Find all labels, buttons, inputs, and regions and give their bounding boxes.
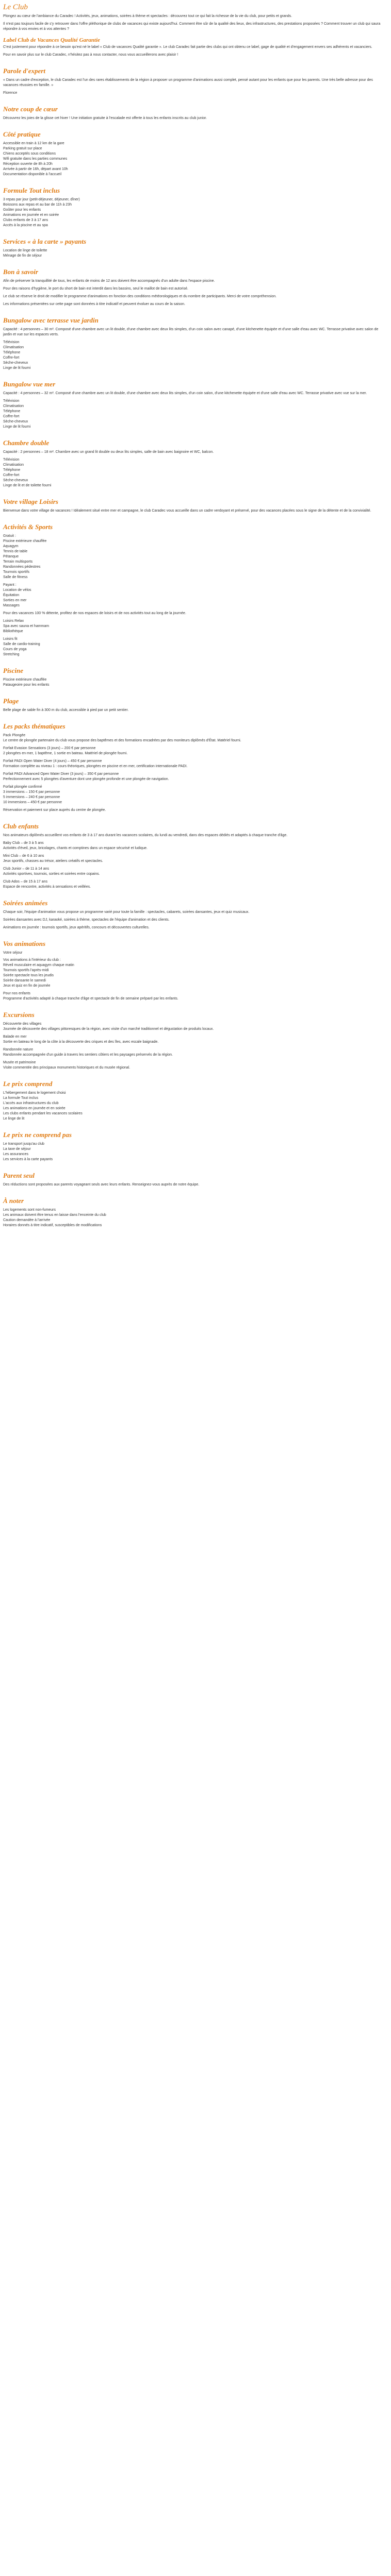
list-item: Tennis de table — [3, 550, 28, 553]
section-title-bungalow-mer: Bungalow vue mer — [3, 380, 56, 388]
excursion-text: Journée de découverte des villages pittoresques de la région, avec visite d'un marché traditionnel et dégustation de produits locaux. — [3, 1027, 214, 1031]
list-item: Ménage de fin de séjour — [3, 254, 42, 258]
section-title-parent-seul: Parent seul — [3, 1172, 35, 1179]
section-title-activites: Activités & Sports — [3, 523, 53, 531]
list-item: Le linge de lit — [3, 1117, 25, 1121]
list-item: Télévision — [3, 341, 20, 344]
list-item: Les animaux doivent être tenus en laisse dans l'enceinte du club — [3, 1213, 106, 1217]
bungalow-mer-text: Capacité : 4 personnes – 32 m². Composé d'une chambre avec un lit double, d'une chambre avec deux lits simples, d'un coin salon, d'une kitchenette équipée et d'une salle d'eau avec WC. Terrasse privative avec vue sur la mer. — [3, 392, 367, 395]
list-item: Caution demandée à l'arrivée — [3, 1218, 51, 1222]
list-item: Cours de yoga — [3, 648, 27, 651]
list-item: Horaires donnés à titre indicatif, susceptibles de modifications — [3, 1224, 102, 1227]
excursion-title: Balade en mer — [3, 1035, 27, 1039]
list-item: Clubs enfants de 3 à 17 ans — [3, 218, 48, 222]
list-item: Télévision — [3, 458, 20, 462]
list-item: Les logements sont non-fumeurs — [3, 1208, 56, 1212]
pass-text: 2 plongées en mer, 1 baptême, 1 sortie en bateau. Matériel de plongée fourni. — [3, 752, 128, 755]
loisirs-relax-label: Loisirs Relax — [3, 619, 24, 623]
payant-label: Payant : — [3, 583, 17, 587]
list-item: Location de linge de toilette — [3, 249, 47, 252]
section-title-excursions: Excursions — [3, 1011, 35, 1019]
gratuit-label: Gratuit : — [3, 534, 16, 538]
list-item: Salle de fitness — [3, 575, 28, 579]
tout-inclus-list — [3, 197, 388, 228]
animations-list — [3, 963, 388, 989]
parent-seul-text: Des réductions sont proposées aux parents voyageant seuls avec leurs enfants. Renseignez-vous auprès de notre équipe. — [3, 1183, 200, 1187]
loisirs-fit-list — [3, 642, 388, 657]
excursion-text: Sortie en bateau le long de la côte à la découverte des criques et des îles, avec escale baignade. — [3, 1040, 159, 1044]
list-item: Soirée spectacle tous les jeudis — [3, 974, 54, 977]
cote-pratique-list — [3, 141, 388, 177]
excursion-text: Visite commentée des principaux monuments historiques et du musée régional. — [3, 1066, 131, 1070]
list-item: Tournois sportifs l'après-midi — [3, 969, 49, 972]
bon-a-savoir-text: Le club se réserve le droit de modifier le programme d'animations en fonction des conditions météorologiques et du nombre de participants. Merci de votre compréhension. — [3, 295, 277, 298]
soirees-text: Chaque soir, l'équipe d'animation vous propose un programme varié pour toute la famille : spectacles, cabarets, soirées dansantes, jeux et quiz musicaux. — [3, 910, 250, 914]
ados-club-label: Club Ados – de 15 à 17 ans — [3, 880, 48, 884]
animations-q2-text: Programme d'activités adapté à chaque tranche d'âge et spectacle de fin de semaine préparé par les enfants. — [3, 997, 178, 1001]
list-item: Équitation — [3, 594, 20, 597]
section-title-piscine: Piscine — [3, 667, 23, 674]
chambre-double-text: Capacité : 2 personnes – 18 m². Chambre avec un grand lit double ou deux lits simples, salle de bain avec baignoire et WC, balcon. — [3, 450, 214, 454]
intro-paragraph: Il n'est pas toujours facile de s'y retrouver dans l'offre pléthorique de clubs de vacances qui existe aujourd'hui. Comment être sûr de la qualité des lieux, des infrastructures, des prestations proposées ? Comment trouver un club qui saura répondre à vos envies et à vos attentes ? — [3, 22, 381, 31]
intro-lead: Plongez au cœur de l'ambiance du Caradec ! Activités, jeux, animations, soirées à thème et spectacles : découvrez tout ce qui fait la richesse de la vie du club, pour petits et grands. — [3, 14, 292, 18]
excursion-title: Découverte des villages — [3, 1022, 42, 1026]
section-title-services: Services « à la carte » payants — [3, 238, 87, 245]
list-item: Coffre-fort — [3, 473, 20, 477]
list-item: L'hébergement dans le logement choisi — [3, 1091, 66, 1095]
list-item: 3 repas par jour (petit-déjeuner, déjeuner, dîner) — [3, 198, 80, 201]
list-item: Massages — [3, 604, 20, 607]
list-item: Climatisation — [3, 404, 24, 408]
list-item: 5 immersions – 240 € par personne — [3, 795, 60, 799]
excursion-title: Musée et patrimoine — [3, 1061, 36, 1064]
list-item: Les animations en journée et en soirée — [3, 1107, 66, 1110]
section-title-club-enfants: Club enfants — [3, 822, 39, 830]
section-title-chambre-double: Chambre double — [3, 439, 50, 447]
excursion-title: Randonnée nature — [3, 1048, 33, 1052]
section-title-plage: Plage — [3, 697, 19, 705]
list-item: Réception ouverte de 8h à 20h — [3, 162, 53, 166]
baby-club-text: Activités d'éveil, jeux, bricolages, chants et comptines dans un espace sécurisé et ludique. — [3, 846, 148, 850]
pack-text: Le centre de plongée partenaire du club vous propose des baptêmes et des formations encadrées par des moniteurs diplômés d'État. Matériel fourni. — [3, 739, 241, 742]
list-item: La taxe de séjour — [3, 1147, 31, 1151]
list-item: Linge de lit fourni — [3, 425, 31, 429]
gratuit-list — [3, 539, 388, 580]
junior-club-label: Club Junior – de 11 à 14 ans — [3, 867, 49, 871]
pass-title: Forfait PADI Advanced Open Water Diver (3 jours) – 350 € par personne — [3, 772, 119, 776]
list-item: 10 immersions – 450 € par personne — [3, 801, 62, 804]
list-item: Arrivée à partir de 16h, départ avant 10h — [3, 167, 68, 171]
loisirs-intro: Pour des vacances 100 % détente, profitez de nos espaces de loisirs et de nos activités tout au long de la journée. — [3, 612, 186, 615]
list-item: Soirée dansante le samedi — [3, 979, 46, 982]
list-item: Téléphone — [3, 351, 21, 354]
list-item: Parking gratuit sur place — [3, 147, 42, 150]
list-item: Sèche-cheveux — [3, 361, 28, 365]
list-item: Aquagym — [3, 545, 19, 548]
intro-paragraph: C'est justement pour répondre à ce besoin qu'est né le label « Club de vacances Qualité garantie ». Le club Caradec fait partie des clubs qui ont obtenu ce label, gage de qualité et d'engagement envers ses adhérents et vacanciers. — [3, 45, 372, 49]
pack2-note: Réservation et paiement sur place auprès du centre de plongée. — [3, 808, 106, 812]
a-noter-list — [3, 1208, 388, 1228]
section-title-coup-de-coeur: Notre coup de cœur — [3, 105, 58, 113]
bon-a-savoir-text: Afin de préserver la tranquillité de tous, les enfants de moins de 12 ans doivent être accompagnés d'un adulte dans l'espace piscine. — [3, 279, 215, 283]
pack2-list — [3, 790, 388, 805]
coup-de-coeur-text: Découvrez les joies de la glisse cet hiver ! Une initiation gratuite à l'escalade est offerte à tous les enfants inscrits au club junior. — [3, 116, 207, 120]
list-item: Sèche-cheveux — [3, 479, 28, 482]
chambre-double-list — [3, 457, 388, 488]
expert-author: Florence — [3, 91, 18, 95]
soirees-text: Soirées dansantes avec DJ, karaoké, soirées à thème, spectacles de l'équipe d'animation et des clients. — [3, 918, 170, 922]
list-item: Sorties en mer — [3, 599, 27, 602]
section-title-tout-inclus: Formule Tout inclus — [3, 187, 60, 194]
intro-paragraph: Pour en savoir plus sur le club Caradec, n'hésitez pas à nous contacter, nous vous accueillerons avec plaisir ! — [3, 53, 178, 57]
prix-comprend-list — [3, 1091, 388, 1122]
list-item: Téléphone — [3, 410, 21, 413]
list-item: Goûter pour les enfants — [3, 208, 41, 212]
list-item: Les clubs enfants pendant les vacances scolaires — [3, 1112, 83, 1115]
section-title-cote-pratique: Côté pratique — [3, 130, 41, 138]
loisirs-relax-list — [3, 624, 388, 634]
section-title-bungalow-jardin: Bungalow avec terrasse vue jardin — [3, 316, 99, 324]
page-title: Le Club — [3, 3, 28, 11]
section-title-prix-ne-comprend: Le prix ne comprend pas — [3, 1131, 72, 1139]
list-item: Coffre-fort — [3, 415, 20, 418]
bon-a-savoir-text: Pour des raisons d'hygiène, le port du short de bain est interdit dans les bassins, seul le maillot de bain est autorisé. — [3, 287, 188, 291]
list-item: Terrain multisports — [3, 560, 33, 564]
list-item: Accessible en train à 12 km de la gare — [3, 142, 64, 145]
excursion-text: Randonnée accompagnée d'un guide à travers les sentiers côtiers et les paysages préservés de la région. — [3, 1053, 173, 1057]
ados-club-text: Espace de rencontre, activités à sensations et veillées. — [3, 885, 91, 889]
pass-title: Forfait Evasion Sensations (3 jours) – 200 € par personne — [3, 747, 96, 750]
section-title-prix-comprend: Le prix comprend — [3, 1080, 53, 1088]
list-item: L'accès aux infrastructures du club — [3, 1101, 59, 1105]
payant-list — [3, 588, 388, 608]
section-title-vos-animations: Vos animations — [3, 940, 46, 947]
baby-club-label: Baby Club – de 3 à 5 ans — [3, 841, 44, 845]
plage-text: Belle plage de sable fin à 300 m du club, accessible à pied par un petit sentier. — [3, 708, 129, 712]
list-item: Boissons aux repas et au bar de 11h à 23h — [3, 203, 72, 207]
list-item: La formule Tout inclus — [3, 1096, 38, 1100]
pass-text: Perfectionnement avec 5 plongées d'aventure dont une plongée profonde et une plongée de navigation. — [3, 777, 169, 781]
pack2-title: Forfait plongée confirmé — [3, 785, 42, 789]
pack-title: Pack Plongée — [3, 734, 26, 737]
list-item: Climatisation — [3, 346, 24, 349]
animations-q1-label: Vos animations à l'intérieur du club : — [3, 958, 61, 962]
list-item: Salle de cardio-training — [3, 642, 40, 646]
piscine-list — [3, 677, 388, 688]
bungalow-jardin-list — [3, 340, 388, 371]
list-item: Les assurances — [3, 1153, 29, 1156]
list-item: Documentation disponible à l'accueil — [3, 173, 62, 176]
page-content — [0, 0, 391, 1241]
list-item: Climatisation — [3, 463, 24, 467]
label-heading: Label Club de Vacances Qualité Garantie — [3, 37, 100, 43]
list-item: Piscine extérieure chauffée — [3, 539, 47, 543]
prix-ne-comprend-list — [3, 1142, 388, 1162]
list-item: Téléphone — [3, 468, 21, 472]
list-item: Randonnées pédestres — [3, 565, 41, 569]
list-item: Sèche-cheveux — [3, 420, 28, 423]
bungalow-mer-list — [3, 399, 388, 430]
list-item: Les services à la carte payants — [3, 1158, 53, 1161]
section-title-a-noter: À noter — [3, 1197, 24, 1205]
list-item: Chiens acceptés sous conditions — [3, 152, 56, 156]
list-item: Bibliothèque — [3, 630, 23, 633]
section-title-bon-a-savoir: Bon à savoir — [3, 268, 38, 276]
list-item: Spa avec sauna et hammam — [3, 624, 50, 628]
list-item: 3 immersions – 150 € par personne — [3, 790, 60, 794]
loisirs-fit-label: Loisirs fit — [3, 637, 18, 641]
bon-a-savoir-text: Les informations présentées sur cette page sont données à titre indicatif et peuvent évoluer au cours de la saison. — [3, 302, 185, 306]
pass-title: Forfait PADI Open Water Diver (4 jours) – 450 € par personne — [3, 759, 102, 763]
list-item: Télévision — [3, 399, 20, 403]
mini-club-label: Mini Club – de 6 à 10 ans — [3, 854, 44, 858]
services-list — [3, 248, 388, 259]
soirees-text: Animations en journée : tournois sportifs, jeux apéritifs, concours et découvertes culturelles. — [3, 926, 150, 929]
list-item: Coffre-fort — [3, 356, 20, 360]
club-enfants-intro: Nos animateurs diplômés accueillent vos enfants de 3 à 17 ans durant les vacances scolaires, du lundi au vendredi, dans des espaces dédiés et adaptés à chaque tranche d'âge. — [3, 834, 288, 837]
list-item: Location de vélos — [3, 588, 31, 592]
bungalow-jardin-text: Capacité : 4 personnes – 30 m². Composé d'une chambre avec un lit double, d'une chambre avec deux lits simples, d'un coin salon avec canapé, d'une kitchenette équipée et d'une salle d'eau avec WC. Terrasse privative avec salon de jardin et vue sur les espaces verts. — [3, 328, 379, 336]
list-item: Le transport jusqu'au club — [3, 1142, 44, 1146]
animations-q1: Votre séjour — [3, 951, 23, 955]
section-title-votre-village: Votre village Loisirs — [3, 498, 58, 505]
list-item: Linge de lit fourni — [3, 366, 31, 370]
list-item: Animations en journée et en soirée — [3, 213, 59, 217]
list-item: Jeux et quiz en fin de journée — [3, 984, 51, 988]
list-item: Wifi gratuite dans les parties communes — [3, 157, 68, 161]
section-title-formules: Les packs thématiques — [3, 722, 66, 730]
list-item: Pataugeoire pour les enfants — [3, 683, 50, 687]
section-title-soirees: Soirées animées — [3, 899, 48, 907]
mini-club-text: Jeux sportifs, chasses au trésor, ateliers créatifs et spectacles. — [3, 859, 103, 863]
expert-quote: « Dans un cadre d'exception, le club Caradec est l'un des rares établissements de la région à proposer un programme d'animations aussi complet, pensé autant pour les enfants que pour les parents. Une très belle adresse pour des vacances réussies en famille. » — [3, 78, 373, 87]
list-item: Pétanque — [3, 555, 19, 558]
list-item: Stretching — [3, 653, 20, 656]
votre-village-text: Bienvenue dans votre village de vacances ! Idéalement situé entre mer et campagne, le club Caradec vous accueille dans un cadre verdoyant et préservé, pour des vacances placées sous le signe de la détente et de la convivialité. — [3, 509, 371, 513]
list-item: Accès à la piscine et au spa — [3, 224, 48, 227]
junior-club-text: Activités sportives, tournois, sorties et soirées entre copains. — [3, 872, 100, 876]
list-item: Linge de lit et de toilette fourni — [3, 484, 52, 487]
list-item: Tournois sportifs — [3, 570, 29, 574]
pass-text: Formation complète au niveau 1 : cours théoriques, plongées en piscine et en mer, certification internationale PADI. — [3, 765, 188, 768]
list-item: Réveil musculaire et aquagym chaque matin — [3, 963, 74, 967]
animations-q2: Pour nos enfants — [3, 992, 30, 995]
section-title-parole: Parole d'expert — [3, 67, 45, 75]
list-item: Piscine extérieure chauffée — [3, 678, 47, 682]
